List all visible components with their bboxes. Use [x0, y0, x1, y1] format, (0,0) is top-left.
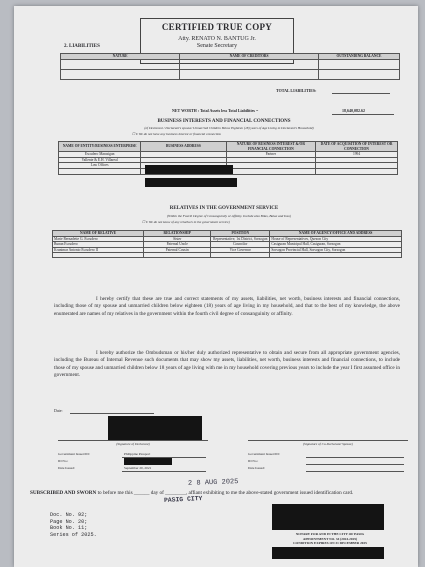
business-cell: Escudero Marasigan [59, 152, 141, 158]
gov-id-line-right [306, 457, 404, 458]
relatives-header: POSITION [211, 231, 270, 237]
business-checkbox-note: I/ We do not have any business interest or financial connection [135, 132, 221, 136]
sworn-lead: SUBSCRIBED AND SWORN [30, 490, 97, 496]
date-issued-label-right: Date Issued: [248, 466, 265, 470]
doc-register [50, 512, 97, 538]
net-worth-label: NET WORTH : Total Assets less Total Liabilities = [172, 108, 259, 113]
gov-id-label: Government Issued ID: [58, 452, 90, 456]
relatives-cell: Sorsogon Provincial Hall, Sorsogon City, Sorsogon [270, 247, 402, 253]
id-no-label-right: ID No.: [248, 459, 259, 463]
signature-redaction [108, 416, 202, 440]
relatives-cell: Marie Bernadette G. Escudero [53, 236, 144, 242]
relatives-cell: Vice Governor [211, 247, 270, 253]
doc-line: Series of 2025. [50, 531, 97, 538]
stamp-role: Senate Secretary [196, 43, 238, 49]
sworn-statement [30, 490, 412, 496]
net-worth-line [332, 114, 394, 115]
date-issued-value: September 20, 2021 [124, 466, 152, 470]
business-cell: Vallente & E.H. Villareal [59, 157, 141, 163]
relatives-checkbox [142, 220, 230, 224]
net-worth-value: 18,640,082.62 [342, 108, 365, 113]
relatives-cell: Casiguran Municipal Hall, Casiguran, Sorsogon [270, 242, 402, 248]
business-title: BUSINESS INTERESTS AND FINANCIAL CONNECTIONS [157, 119, 291, 124]
doc-line: Page No. 20; [50, 518, 88, 525]
relatives-cell: Councilor [211, 242, 270, 248]
doc-line: Book No. 11; [50, 525, 88, 532]
notary-line: NOTARY FOR AND IN THE CITY OF PASIG [295, 532, 365, 536]
relatives-cell: Krunimar Antonio Escudero II [53, 247, 144, 253]
business-subtitle: (of Declarant / Declarant's spouse/ Unmarried Children Below Eighteen (18) years of Age Living in Declarant's Household) [144, 126, 314, 130]
business-header: NAME OF ENTITY/BUSINESS ENTERPRISE [59, 142, 141, 152]
relatives-cell: Bunan Escudero [53, 242, 144, 248]
gov-id-label-right: Government Issued ID: [248, 452, 280, 456]
notary-signature-redaction [272, 504, 384, 530]
relatives-cell: Sister [144, 236, 211, 242]
declarant-signature-line [58, 440, 208, 441]
sworn-rest: to before me this ______ day of ________, affiant exhibiting to me the above-stated government issued identification card. [97, 490, 354, 496]
business-checkbox [132, 132, 221, 136]
notary-redaction-bottom [272, 547, 384, 559]
business-header: BUSINESS ADDRESS [141, 142, 226, 152]
redaction-bar [145, 178, 237, 187]
relatives-title: RELATIVES IN THE GOVERNMENT SERVICE [169, 206, 279, 211]
id-no-line-right [306, 464, 404, 465]
notary-line: APPOINTMENT NO. 34 (2024-2025) [302, 536, 358, 541]
relatives-header: RELATIONSHIP [144, 231, 211, 237]
relatives-checkbox-note: I/ We do not know of any relative/s in the government service) [145, 220, 230, 224]
date-stamp: 2 8 AUG 2025 [187, 478, 239, 488]
relatives-header: NAME OF RELATIVE [53, 231, 144, 237]
doc-line: Doc. No. 92; [50, 512, 88, 518]
spouse-caption: (Signature of Co-Declarant/ Spouse) [303, 442, 353, 446]
total-liabilities-label: TOTAL LIABILITIES: [276, 88, 317, 93]
date-issued-line [122, 471, 206, 472]
date-issued-line-right [306, 471, 404, 472]
relatives-table [52, 230, 402, 258]
relatives-subtitle: (Within the Fourth Degree of Consanguinity or Affinity. Include also Bilas, Balae and Inso) [166, 214, 292, 218]
notary-details [260, 532, 400, 546]
business-cell: 1994 [316, 152, 398, 158]
date-line [70, 413, 154, 414]
id-no-label: ID No.: [58, 459, 69, 463]
date-issued-label: Date Issued: [58, 466, 75, 470]
relatives-cell: House of Representatives, Quezon City [270, 236, 402, 242]
gov-id-value: Philippine Passport [124, 452, 151, 456]
certification-paragraph-1: I hereby certify that these are true and correct statements of my assets, liabilities, net worth, business interests and financial connections, including those of my spouse and unmarried children below eighteen (18) years of age living in my household, and that to the best of my knowledge, the above enumerated are names of my relatives in the government within the fourth civil degree of consanguinity or affinity. [54, 296, 400, 317]
document-page [14, 6, 418, 567]
relatives-cell: Representative, 1st District, Sorsogon [211, 236, 270, 242]
certification-paragraph-2: I hereby authorize the Ombudsman or his/her duly authorized representative to obtain and secure from all appropriate government agencies, including the Bureau of Internal Revenue such documents that may show my assets, liabilities, net worth, business interests and financial connections, to include those of my spouse and unmarried children below 18 years of age living with me in my household covering previous years to include the year I first assumed office in government. [54, 350, 400, 379]
id-no-redaction [124, 458, 172, 465]
date-label: Date: [54, 408, 63, 413]
redaction-bar [145, 165, 233, 174]
col-creditors: NAME OF CREDITORS [180, 54, 319, 60]
total-liabilities-line [332, 93, 390, 94]
relatives-cell: Paternal Uncle [144, 242, 211, 248]
business-cell: Partner [226, 152, 315, 158]
business-header: NATURE OF BUSINESS INTEREST &/OR FINANCIAL CONNECTION [226, 142, 315, 152]
spouse-signature-line [248, 440, 408, 441]
liabilities-heading: 2. LIABILITIES [64, 44, 100, 49]
stamp-atty: Atty. RENATO N. BANTUG Jr. [178, 36, 256, 42]
relatives-header: NAME OF AGENCY/OFFICE AND ADDRESS [270, 231, 402, 237]
relatives-cell: Paternal Cousin [144, 247, 211, 253]
place-stamp: PASIG CITY [163, 495, 203, 504]
liabilities-table [60, 53, 400, 80]
checkbox-icon: ☐ [142, 220, 146, 224]
business-header: DATE OF ACQUISITION OF INTEREST OR CONNECTION [316, 142, 398, 152]
declarant-caption: (Signature of Declarant) [116, 442, 150, 446]
notary-line: CONDITION EXPIRES ON 31 DECEMBER 2025 [293, 541, 367, 546]
col-nature: NATURE [61, 54, 180, 60]
business-cell: Law Offices [59, 163, 141, 169]
checkbox-icon: ☐ [132, 132, 136, 136]
stamp-title: CERTIFIED TRUE COPY [161, 22, 273, 32]
col-balance: OUTSTANDING BALANCE [318, 54, 399, 60]
